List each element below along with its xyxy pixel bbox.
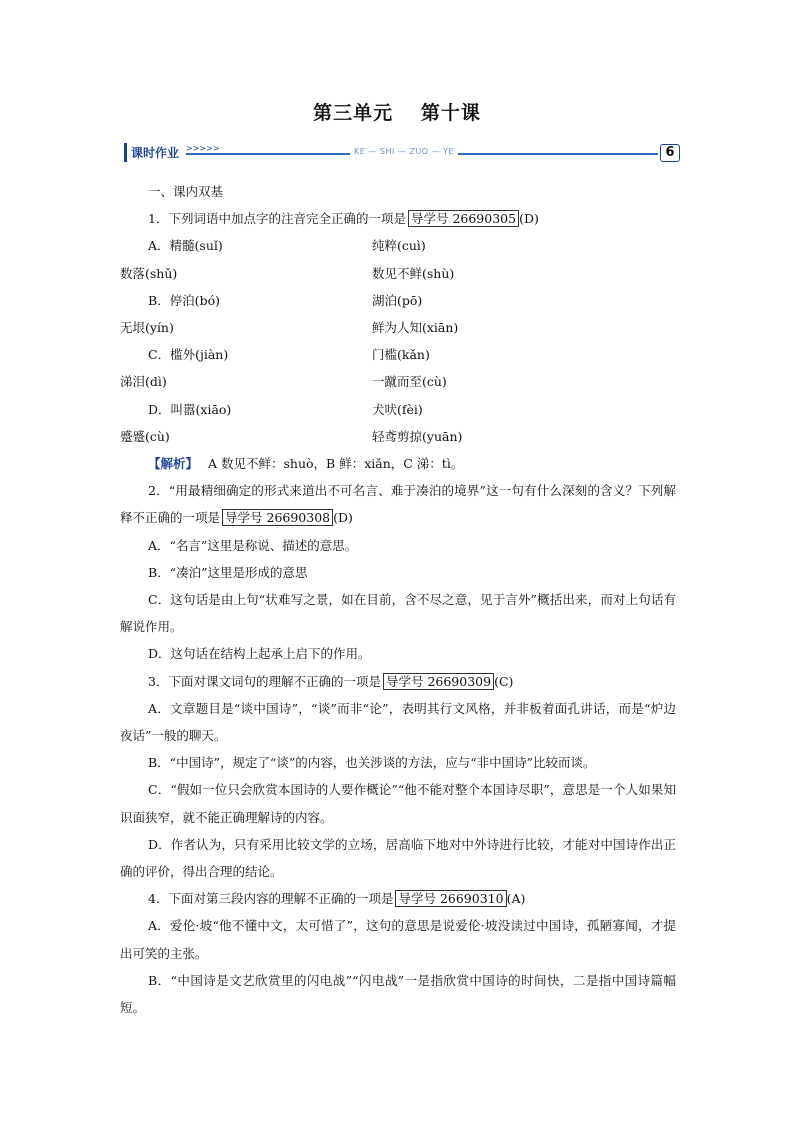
option-row: D．叫嚣(xiāo) 犬吠(fèi) [148, 401, 423, 417]
question-4-stem: 4．下面对第三段内容的理解不正确的一项是 导学号 26690310 (A) [148, 891, 526, 907]
homework-banner [124, 143, 680, 163]
option: A．“名言”这里是称说、描述的意思。 [148, 537, 358, 553]
option: A．爱伦·坡“他不懂中文，太可惜了”，这句的意思是说爱伦·坡没读过中国诗，孤陋寡闻，才提出可笑的主张。 [120, 918, 676, 961]
daoxue-number: 导学号 26690305 [408, 210, 519, 227]
option: D．这句话在结构上起承上启下的作用。 [148, 646, 371, 662]
option: B．“中国诗是文艺欣赏里的闪电战”“闪电战”一是指欣赏中国诗的时间快，二是指中国诗篇幅短。 [120, 972, 676, 1016]
option: C．这句话是由上句“状难写之景，如在目前，含不尽之意，见于言外”概括出来，而对上句话有解说作用。 [120, 592, 676, 635]
banner-number: 6 [660, 144, 680, 162]
option: D．作者认为，只有采用比较文学的立场，居高临下地对中外诗进行比较，才能对中国诗作出正确的评价，得出合理的结论。 [120, 836, 676, 880]
banner-arrows: >>>>> [186, 144, 220, 153]
answer: (A) [506, 891, 526, 907]
option-row: 无垠(yín) 鲜为人知(xiān) [120, 320, 459, 336]
daoxue-number: 导学号 26690308 [222, 509, 333, 526]
option-row: C．槛外(jiàn) 门槛(kǎn) [148, 347, 430, 363]
daoxue-number: 导学号 26690310 [395, 890, 506, 907]
option-row: 涕泪(dì) 一蹴而至(cù) [120, 374, 447, 390]
unit-title: 第三单元 [313, 102, 394, 124]
option-row: 数落(shǔ) 数见不鲜(shù) [120, 265, 455, 281]
daoxue-number: 导学号 26690309 [383, 673, 494, 690]
analysis-label: 【解析】 [148, 456, 199, 472]
option: B．“凑泊”这里是形成的意思 [148, 564, 308, 580]
question-2-stem: 2．“用最精细确定的形式来道出不可名言、难于凑泊的境界”这一句有什么深刻的含义？下列解释不正确的一项是 导学号 26690308 (D) [120, 483, 676, 526]
option-row: 蹙蹙(cù) 轻鸢剪掠(yuān) [120, 428, 463, 444]
answer: (D) [519, 211, 539, 227]
option: A．文章题目是“谈中国诗”，“谈”而非“论”，表明其行文风格，并非板着面孔讲话，而是“炉边夜话”一般的聊天。 [120, 700, 676, 744]
question-3-stem: 3．下面对课文词句的理解不正确的一项是 导学号 26690309 (C) [148, 673, 514, 689]
section-heading: 一、课内双基 [148, 184, 224, 199]
option: C．“假如一位只会欣赏本国诗的人要作概论”“他不能对整个本国诗尽职”，意思是一个人如果知识面狭窄，就不能正确理解诗的内容。 [120, 782, 676, 825]
banner-label: 课时作业 [124, 143, 183, 162]
page-title [0, 98, 794, 125]
analysis: 【解析】 A 数见不鲜：shuò，B 鲜：xiǎn，C 涕：tì。 [148, 456, 464, 472]
banner-subtitle: KE — SHI — ZUO — YE [350, 147, 458, 156]
option: B．“中国诗”，规定了“谈”的内容，也关涉谈的方法，应与“非中国诗”比较而谈。 [148, 755, 596, 771]
option-row: A．精髓(suǐ) 纯粹(cuì) [148, 238, 426, 254]
answer: (D) [333, 510, 353, 526]
option-row: B．停泊(bó) 湖泊(pō) [148, 292, 423, 308]
answer: (C) [494, 673, 514, 689]
lesson-title: 第十课 [420, 102, 481, 124]
content [120, 178, 676, 1021]
question-1-stem: 1．下列词语中加点字的注音完全正确的一项是 导学号 26690305 (D) [148, 211, 539, 227]
